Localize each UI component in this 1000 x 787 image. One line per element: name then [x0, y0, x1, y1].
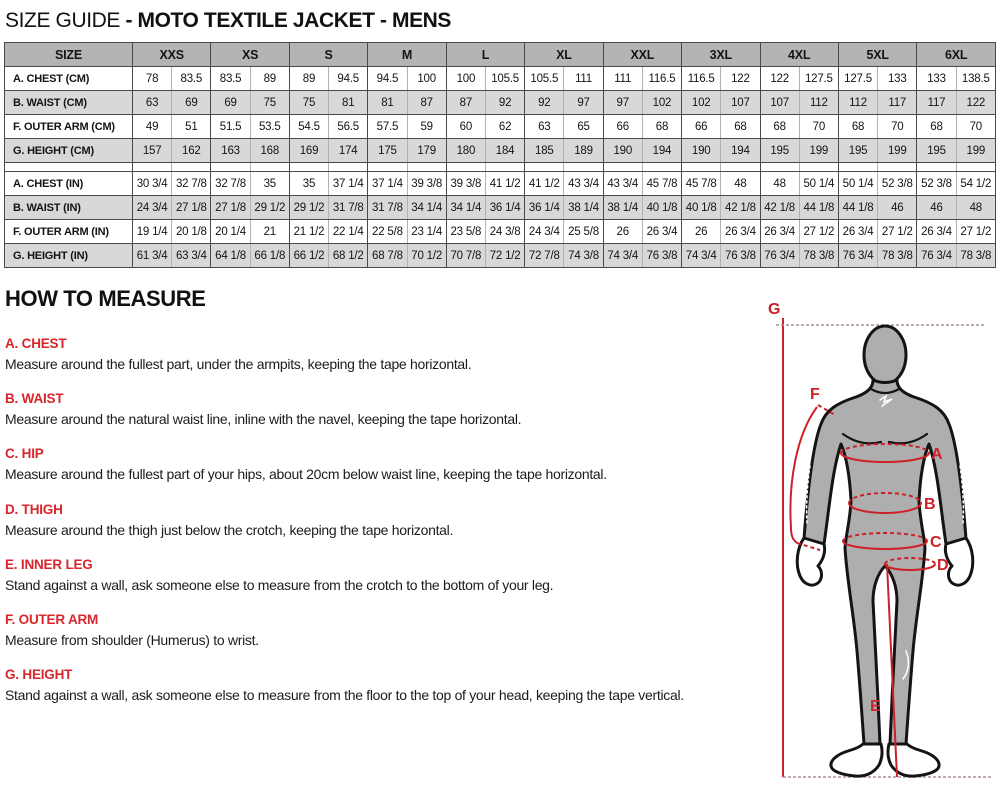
value-cell: 70 7/8	[446, 244, 485, 268]
value-cell: 53.5	[250, 115, 289, 139]
value-cell: 66	[682, 115, 721, 139]
value-cell: 61 3/4	[133, 244, 172, 268]
value-cell: 189	[564, 139, 603, 163]
value-cell: 19 1/4	[133, 220, 172, 244]
value-cell: 116.5	[682, 67, 721, 91]
value-cell: 68	[917, 115, 956, 139]
value-cell: 76 3/8	[642, 244, 681, 268]
value-cell: 70 1/2	[407, 244, 446, 268]
value-cell: 112	[799, 91, 838, 115]
value-cell: 25 5/8	[564, 220, 603, 244]
measure-item	[4, 612, 756, 649]
value-cell: 100	[446, 67, 485, 91]
value-cell: 45 7/8	[642, 172, 681, 196]
value-cell: 26 3/4	[917, 220, 956, 244]
value-cell: 122	[956, 91, 995, 115]
value-cell: 34 1/4	[407, 196, 446, 220]
how-to-measure-title: HOW TO MEASURE	[5, 286, 206, 311]
value-cell: 29 1/2	[289, 196, 328, 220]
measure-item-label: G. HEIGHT	[5, 667, 73, 683]
value-cell: 111	[564, 67, 603, 91]
value-cell: 194	[642, 139, 681, 163]
table-row	[5, 220, 996, 244]
value-cell	[682, 163, 721, 172]
value-cell: 199	[878, 139, 917, 163]
value-cell: 27 1/8	[172, 196, 211, 220]
value-cell: 185	[525, 139, 564, 163]
value-cell: 38 1/4	[564, 196, 603, 220]
value-cell: 22 5/8	[368, 220, 407, 244]
value-cell: 37 1/4	[368, 172, 407, 196]
measure-item-label: F. OUTER ARM	[5, 611, 99, 627]
value-cell: 23 5/8	[446, 220, 485, 244]
value-cell: 34 1/4	[446, 196, 485, 220]
value-cell: 64 1/8	[211, 244, 250, 268]
value-cell: 111	[603, 67, 642, 91]
value-cell: 97	[564, 91, 603, 115]
value-cell: 195	[760, 139, 799, 163]
value-cell: 24 3/4	[525, 220, 564, 244]
value-cell: 70	[799, 115, 838, 139]
value-cell: 107	[760, 91, 799, 115]
value-cell: 63	[525, 115, 564, 139]
value-cell: 122	[760, 67, 799, 91]
size-header: 4XL	[760, 43, 838, 67]
value-cell: 42 1/8	[760, 196, 799, 220]
table-row	[5, 244, 996, 268]
value-cell: 107	[721, 91, 760, 115]
value-cell: 36 1/4	[485, 196, 524, 220]
figure-label-inner-leg: E	[870, 698, 881, 715]
measure-item-text: Measure around the natural waist line, inline with the navel, keeping the tape horizontal.	[5, 411, 522, 428]
value-cell: 41 1/2	[485, 172, 524, 196]
value-cell: 83.5	[211, 67, 250, 91]
value-cell: 27 1/2	[878, 220, 917, 244]
value-cell: 112	[838, 91, 877, 115]
figure-label-height: G	[768, 301, 781, 318]
value-cell: 175	[368, 139, 407, 163]
value-cell: 44 1/8	[799, 196, 838, 220]
value-cell: 74 3/4	[603, 244, 642, 268]
measure-item-text: Measure from shoulder (Humerus) to wrist.	[5, 631, 259, 648]
value-cell	[329, 163, 368, 172]
value-cell: 37 1/4	[329, 172, 368, 196]
value-cell: 75	[250, 91, 289, 115]
value-cell: 76 3/4	[917, 244, 956, 268]
value-cell: 194	[721, 139, 760, 163]
value-cell: 24 3/4	[133, 196, 172, 220]
value-cell: 168	[250, 139, 289, 163]
size-header: 6XL	[917, 43, 996, 67]
human-silhouette	[797, 326, 973, 776]
value-cell: 117	[917, 91, 956, 115]
value-cell: 46	[917, 196, 956, 220]
row-label: A. CHEST (IN)	[5, 172, 133, 196]
value-cell: 127.5	[799, 67, 838, 91]
value-cell: 116.5	[642, 67, 681, 91]
value-cell: 68	[721, 115, 760, 139]
measure-list	[4, 336, 756, 704]
row-label: G. HEIGHT (IN)	[5, 244, 133, 268]
value-cell: 133	[878, 67, 917, 91]
value-cell: 76 3/4	[838, 244, 877, 268]
value-cell: 31 7/8	[329, 196, 368, 220]
head-shape	[864, 326, 906, 384]
value-cell: 74 3/8	[564, 244, 603, 268]
row-label: F. OUTER ARM (IN)	[5, 220, 133, 244]
value-cell	[564, 163, 603, 172]
value-cell: 66 1/8	[250, 244, 289, 268]
value-cell: 138.5	[956, 67, 995, 91]
value-cell: 105.5	[485, 67, 524, 91]
value-cell: 35	[289, 172, 328, 196]
value-cell: 32 7/8	[211, 172, 250, 196]
value-cell: 46	[878, 196, 917, 220]
value-cell: 63	[133, 91, 172, 115]
value-cell	[838, 163, 877, 172]
value-cell: 66 1/2	[289, 244, 328, 268]
value-cell: 68 7/8	[368, 244, 407, 268]
table-row	[5, 91, 996, 115]
value-cell: 20 1/4	[211, 220, 250, 244]
value-cell: 52 3/8	[917, 172, 956, 196]
value-cell: 38 1/4	[603, 196, 642, 220]
value-cell	[603, 163, 642, 172]
value-cell: 65	[564, 115, 603, 139]
value-cell: 76 3/4	[760, 244, 799, 268]
value-cell: 63 3/4	[172, 244, 211, 268]
value-cell: 74 3/4	[682, 244, 721, 268]
value-cell	[525, 163, 564, 172]
value-cell: 54 1/2	[956, 172, 995, 196]
value-cell: 87	[446, 91, 485, 115]
size-header: S	[289, 43, 367, 67]
value-cell: 69	[172, 91, 211, 115]
measure-item-label: E. INNER LEG	[5, 556, 93, 572]
value-cell: 57.5	[368, 115, 407, 139]
value-cell: 27 1/2	[956, 220, 995, 244]
value-cell: 32 7/8	[172, 172, 211, 196]
value-cell: 78 3/8	[799, 244, 838, 268]
measure-item-label: B. WAIST	[5, 391, 64, 407]
value-cell	[642, 163, 681, 172]
value-cell	[407, 163, 446, 172]
measure-item-text: Measure around the thigh just below the crotch, keeping the tape horizontal.	[5, 521, 454, 538]
value-cell: 190	[682, 139, 721, 163]
value-cell: 49	[133, 115, 172, 139]
value-cell	[917, 163, 956, 172]
table-row	[5, 172, 996, 196]
value-cell: 35	[250, 172, 289, 196]
measure-item-text: Measure around the fullest part of your hips, about 20cm below waist line, keeping the tape horizontal.	[5, 466, 607, 483]
value-cell	[878, 163, 917, 172]
size-header: 5XL	[838, 43, 916, 67]
row-label: B. WAIST (IN)	[5, 196, 133, 220]
size-table-body	[5, 67, 996, 268]
value-cell: 68	[838, 115, 877, 139]
value-cell: 75	[289, 91, 328, 115]
value-cell: 100	[407, 67, 446, 91]
row-label	[5, 163, 133, 172]
value-cell: 195	[838, 139, 877, 163]
value-cell: 62	[485, 115, 524, 139]
value-cell: 30 3/4	[133, 172, 172, 196]
value-cell: 31 7/8	[368, 196, 407, 220]
value-cell: 70	[878, 115, 917, 139]
value-cell: 42 1/8	[721, 196, 760, 220]
measure-item	[4, 446, 756, 483]
value-cell: 27 1/8	[211, 196, 250, 220]
value-cell: 59	[407, 115, 446, 139]
measure-item-label: A. CHEST	[5, 336, 67, 351]
value-cell: 89	[289, 67, 328, 91]
value-cell	[211, 163, 250, 172]
value-cell	[289, 163, 328, 172]
value-cell: 102	[642, 91, 681, 115]
value-cell: 26 3/4	[838, 220, 877, 244]
measure-item-text: Measure around the fullest part, under the armpits, keeping the tape horizontal.	[5, 356, 472, 372]
value-cell: 169	[289, 139, 328, 163]
value-cell: 199	[799, 139, 838, 163]
value-cell: 68	[760, 115, 799, 139]
value-cell: 40 1/8	[682, 196, 721, 220]
value-cell: 81	[368, 91, 407, 115]
size-header: XXL	[603, 43, 681, 67]
size-header: M	[368, 43, 446, 67]
value-cell: 51.5	[211, 115, 250, 139]
measure-item	[4, 391, 756, 428]
value-cell: 94.5	[368, 67, 407, 91]
value-cell: 39 3/8	[407, 172, 446, 196]
value-cell: 21 1/2	[289, 220, 328, 244]
value-cell: 24 3/8	[485, 220, 524, 244]
value-cell: 68	[642, 115, 681, 139]
value-cell: 50 1/4	[799, 172, 838, 196]
value-cell: 92	[485, 91, 524, 115]
measure-item-label: D. THIGH	[5, 501, 63, 517]
value-cell: 78	[133, 67, 172, 91]
value-cell: 29 1/2	[250, 196, 289, 220]
value-cell: 163	[211, 139, 250, 163]
table-row	[5, 115, 996, 139]
value-cell: 78 3/8	[878, 244, 917, 268]
value-cell: 72 7/8	[525, 244, 564, 268]
size-column-header: SIZE	[5, 43, 133, 67]
table-row	[5, 139, 996, 163]
value-cell: 48	[956, 196, 995, 220]
table-spacer-row	[5, 163, 996, 172]
value-cell: 81	[329, 91, 368, 115]
value-cell: 50 1/4	[838, 172, 877, 196]
size-header: XL	[525, 43, 603, 67]
measure-item-text: Stand against a wall, ask someone else to measure from the crotch to the bottom of your leg.	[5, 576, 554, 593]
value-cell: 22 1/4	[329, 220, 368, 244]
size-table	[4, 42, 996, 268]
value-cell: 21	[250, 220, 289, 244]
figure-label-hip: C	[930, 534, 942, 551]
row-label: B. WAIST (CM)	[5, 91, 133, 115]
value-cell: 184	[485, 139, 524, 163]
value-cell: 68 1/2	[329, 244, 368, 268]
value-cell	[956, 163, 995, 172]
figure-label-outer-arm: F	[810, 386, 820, 403]
value-cell	[485, 163, 524, 172]
value-cell: 87	[407, 91, 446, 115]
value-cell	[760, 163, 799, 172]
body-measurement-diagram	[760, 296, 1000, 782]
value-cell: 54.5	[289, 115, 328, 139]
value-cell: 76 3/8	[721, 244, 760, 268]
value-cell: 102	[682, 91, 721, 115]
measure-item	[4, 667, 756, 704]
value-cell: 26 3/4	[760, 220, 799, 244]
value-cell: 66	[603, 115, 642, 139]
value-cell: 133	[917, 67, 956, 91]
page-title-prefix: SIZE GUIDE	[5, 9, 126, 32]
how-to-measure-section	[4, 286, 756, 722]
value-cell: 26	[682, 220, 721, 244]
value-cell: 195	[917, 139, 956, 163]
value-cell: 43 3/4	[564, 172, 603, 196]
value-cell: 48	[760, 172, 799, 196]
value-cell: 44 1/8	[838, 196, 877, 220]
value-cell	[721, 163, 760, 172]
value-cell: 199	[956, 139, 995, 163]
value-cell: 26 3/4	[721, 220, 760, 244]
figure-label-thigh: D	[937, 557, 949, 574]
figure-label-waist: B	[924, 496, 936, 513]
value-cell	[172, 163, 211, 172]
value-cell: 157	[133, 139, 172, 163]
value-cell: 48	[721, 172, 760, 196]
row-label: A. CHEST (CM)	[5, 67, 133, 91]
value-cell: 23 1/4	[407, 220, 446, 244]
value-cell: 69	[211, 91, 250, 115]
row-label: F. OUTER ARM (CM)	[5, 115, 133, 139]
value-cell: 117	[878, 91, 917, 115]
value-cell	[446, 163, 485, 172]
value-cell	[250, 163, 289, 172]
value-cell: 83.5	[172, 67, 211, 91]
value-cell: 41 1/2	[525, 172, 564, 196]
value-cell: 97	[603, 91, 642, 115]
right-hand	[945, 538, 972, 585]
value-cell	[133, 163, 172, 172]
value-cell: 36 1/4	[525, 196, 564, 220]
value-cell	[368, 163, 407, 172]
value-cell: 43 3/4	[603, 172, 642, 196]
value-cell: 179	[407, 139, 446, 163]
value-cell: 40 1/8	[642, 196, 681, 220]
measure-item-text: Stand against a wall, ask someone else to measure from the floor to the top of your head, keeping the tape vertical.	[5, 687, 684, 704]
value-cell: 72 1/2	[485, 244, 524, 268]
size-header: XXS	[133, 43, 211, 67]
size-header: L	[446, 43, 524, 67]
value-cell: 127.5	[838, 67, 877, 91]
size-header: 3XL	[682, 43, 760, 67]
value-cell: 190	[603, 139, 642, 163]
body-diagram-svg	[760, 296, 1000, 782]
size-table-header-row	[5, 43, 996, 67]
measure-item	[4, 557, 756, 594]
measure-item	[4, 502, 756, 539]
left-hand	[797, 538, 824, 585]
value-cell: 105.5	[525, 67, 564, 91]
value-cell: 92	[525, 91, 564, 115]
value-cell: 27 1/2	[799, 220, 838, 244]
value-cell: 26 3/4	[642, 220, 681, 244]
figure-label-chest: A	[931, 446, 943, 463]
value-cell: 60	[446, 115, 485, 139]
size-header: XS	[211, 43, 289, 67]
value-cell: 89	[250, 67, 289, 91]
table-row	[5, 196, 996, 220]
value-cell: 39 3/8	[446, 172, 485, 196]
value-cell: 162	[172, 139, 211, 163]
value-cell: 20 1/8	[172, 220, 211, 244]
measure-item	[4, 336, 756, 373]
value-cell	[799, 163, 838, 172]
value-cell: 52 3/8	[878, 172, 917, 196]
value-cell: 70	[956, 115, 995, 139]
value-cell: 94.5	[329, 67, 368, 91]
table-row	[5, 67, 996, 91]
page-title	[5, 9, 996, 33]
value-cell: 56.5	[329, 115, 368, 139]
page-title-emphasis: - MOTO TEXTILE JACKET - MENS	[125, 9, 452, 32]
value-cell: 51	[172, 115, 211, 139]
value-cell: 26	[603, 220, 642, 244]
measure-item-label: C. HIP	[5, 446, 44, 462]
value-cell: 174	[329, 139, 368, 163]
value-cell: 122	[721, 67, 760, 91]
row-label: G. HEIGHT (CM)	[5, 139, 133, 163]
left-foot	[831, 744, 882, 776]
value-cell: 78 3/8	[956, 244, 995, 268]
value-cell: 45 7/8	[682, 172, 721, 196]
value-cell: 180	[446, 139, 485, 163]
